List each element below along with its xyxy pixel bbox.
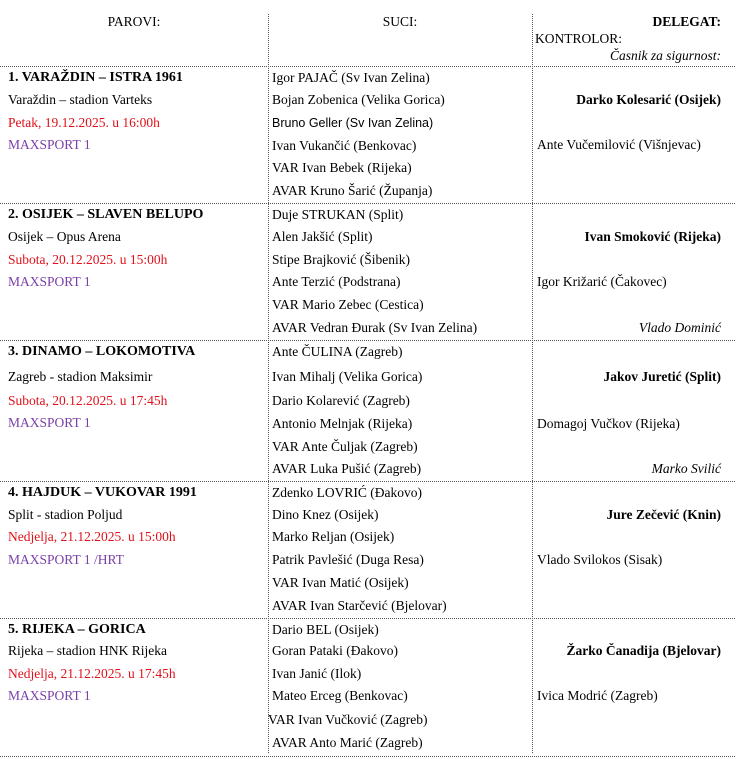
casnik-name: Vlado Dominić: [638, 320, 721, 335]
match-venue: Rijeka – stadion HNK Rijeka: [8, 643, 167, 658]
casnik-name: Marko Svilić: [651, 461, 721, 476]
delegat-name: Ivan Smoković (Rijeka): [584, 229, 721, 244]
match-datetime: Subota, 20.12.2025. u 15:00h: [8, 252, 168, 267]
referee-assistant: Bojan Zobenica (Velika Gorica): [272, 92, 445, 107]
delegat-name: Jakov Juretić (Split): [603, 369, 721, 384]
match-row: [0, 203, 735, 341]
match-title: 1. VARAŽDIN – ISTRA 1961: [8, 70, 183, 85]
referee-main: Dario BEL (Osijek): [272, 622, 379, 637]
referee-avar: AVAR Vedran Đurak (Sv Ivan Zelina): [272, 320, 478, 335]
delegat-name: Žarko Čanadija (Bjelovar): [566, 643, 721, 658]
referee-avar: AVAR Ivan Starčević (Bjelovar): [272, 598, 447, 613]
referee-fourth: Ivan Vukančić (Benkovac): [272, 138, 417, 153]
referee-var: VAR Ivan Vučković (Zagreb): [268, 712, 428, 727]
match-venue: Split - stadion Poljud: [8, 507, 123, 522]
referee-assistant: Dino Knez (Osijek): [272, 507, 379, 522]
referee-main: Igor PAJAČ (Sv Ivan Zelina): [272, 70, 430, 85]
match-tv: MAXSPORT 1: [8, 415, 91, 430]
referee-assistant: Alen Jakšić (Split): [272, 229, 373, 244]
referee-avar: AVAR Luka Pušić (Zagreb): [272, 461, 422, 476]
kontrolor-name: Ivica Modrić (Zagreb): [537, 688, 658, 703]
referee-fourth: Antonio Melnjak (Rijeka): [272, 416, 413, 431]
referee-avar: AVAR Anto Marić (Zagreb): [272, 735, 423, 750]
kontrolor-name: Domagoj Vučkov (Rijeka): [537, 416, 680, 431]
match-tv: MAXSPORT 1 /HRT: [8, 552, 124, 567]
header-casnik: Časnik za sigurnost:: [609, 48, 721, 63]
kontrolor-name: Ante Vučemilović (Višnjevac): [537, 137, 701, 152]
match-venue: Zagreb - stadion Maksimir: [8, 369, 153, 384]
referee-fourth: Patrik Pavlešić (Duga Resa): [272, 552, 424, 567]
referee-assistant: Bruno Geller (Sv Ivan Zelina): [272, 116, 434, 130]
match-title: 3. DINAMO – LOKOMOTIVA: [8, 344, 196, 359]
kontrolor-name: Vlado Svilokos (Sisak): [537, 552, 663, 567]
match-tv: MAXSPORT 1: [8, 688, 91, 703]
referee-main: Duje STRUKAN (Split): [272, 207, 404, 222]
referee-assistant: Marko Reljan (Osijek): [272, 529, 395, 544]
match-datetime: Nedjelja, 21.12.2025. u 17:45h: [8, 666, 176, 681]
match-title: 2. OSIJEK – SLAVEN BELUPO: [8, 207, 204, 222]
match-row: [0, 618, 735, 757]
match-datetime: Subota, 20.12.2025. u 17:45h: [8, 393, 168, 408]
match-title: 5. RIJEKA – GORICA: [8, 622, 146, 637]
referee-fourth: Ante Terzić (Podstrana): [272, 274, 401, 289]
referee-assistant: Dario Kolarević (Zagreb): [272, 393, 410, 408]
referee-fourth: Mateo Erceg (Benkovac): [272, 688, 408, 703]
referee-main: Ante ČULINA (Zagreb): [272, 344, 403, 359]
header-suci: SUCI:: [382, 14, 418, 29]
header-kontrolor: KONTROLOR:: [535, 31, 622, 46]
kontrolor-name: Igor Križarić (Čakovec): [537, 274, 667, 289]
referee-main: Zdenko LOVRIĆ (Đakovo): [272, 485, 422, 500]
referee-avar: AVAR Kruno Šarić (Županja): [272, 183, 433, 198]
match-datetime: Nedjelja, 21.12.2025. u 15:00h: [8, 529, 176, 544]
match-row: [0, 481, 735, 619]
match-tv: MAXSPORT 1: [8, 137, 91, 152]
referee-assistant: Ivan Mihalj (Velika Gorica): [272, 369, 423, 384]
header-delegat: DELEGAT:: [652, 14, 721, 29]
match-row: [0, 66, 735, 204]
delegat-name: Jure Zečević (Knin): [606, 507, 721, 522]
match-row: [0, 340, 735, 478]
match-tv: MAXSPORT 1: [8, 274, 91, 289]
delegat-name: Darko Kolesarić (Osijek): [576, 92, 721, 107]
header-parovi: PAROVI:: [107, 14, 161, 29]
referee-assistant: Goran Pataki (Đakovo): [272, 643, 398, 658]
referee-assistant: Ivan Janić (Ilok): [272, 666, 362, 681]
match-datetime: Petak, 19.12.2025. u 16:00h: [8, 115, 160, 130]
table-header: [0, 0, 735, 64]
referee-var: VAR Ante Čuljak (Zagreb): [272, 439, 418, 454]
referee-var: VAR Ivan Bebek (Rijeka): [272, 160, 412, 175]
referee-var: VAR Mario Zebec (Cestica): [272, 297, 424, 312]
referee-assistant: Stipe Brajković (Šibenik): [272, 252, 410, 267]
match-title: 4. HAJDUK – VUKOVAR 1991: [8, 485, 197, 500]
match-venue: Varaždin – stadion Varteks: [8, 92, 153, 107]
match-venue: Osijek – Opus Arena: [8, 229, 121, 244]
referee-var: VAR Ivan Matić (Osijek): [272, 575, 409, 590]
